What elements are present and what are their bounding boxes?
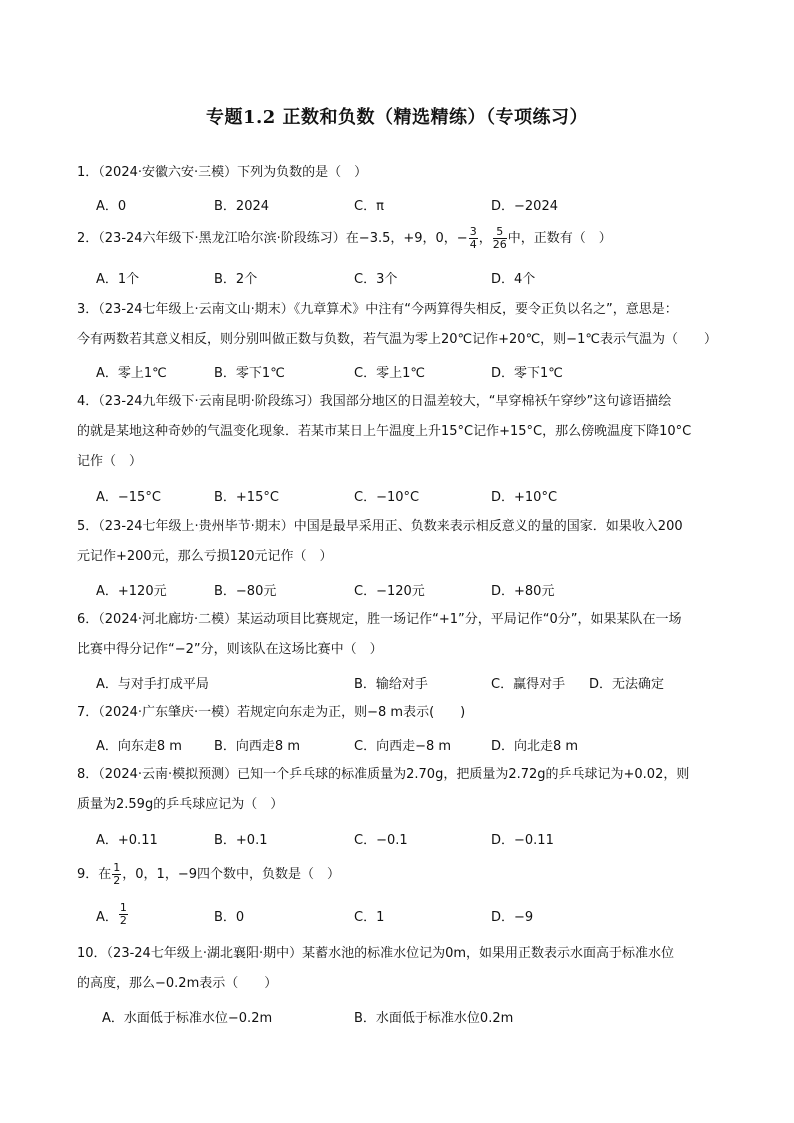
option-d: D．+10°C [491,490,558,505]
fraction [469,226,478,251]
question-10 [77,939,727,999]
fraction [112,862,121,887]
option-b: B．输给对手 [354,677,428,692]
option-d: D．向北走8 m [491,739,579,754]
question-stem: 1．（2024·安徽六安·三模）下列为负数的是（ ） [77,165,368,180]
option-c: C．−10°C [354,490,420,505]
option-b: B．2024 [214,199,270,214]
option-c: C．−0.1 [354,833,408,848]
question-1-options [96,195,716,219]
option-b: B．−80元 [214,584,277,599]
option-c: C．3个 [354,272,398,287]
question-stem-line: 3．（23-24七年级上·云南文山·期末）《九章算术》中注有“今两算得失相反，要令正负以名之”，意思是： [77,302,678,317]
question-stem-line: 元记作+200元，那么亏损120元记作（ ） [77,549,333,564]
question-1 [77,158,727,188]
option-d: D．−2024 [491,199,558,214]
numerator: 1 [113,861,121,874]
option-a: A．+0.11 [96,833,158,848]
option-d: D．无法确定 [589,677,665,692]
question-stem [77,861,340,887]
question-stem-line: 10．（23-24七年级上·湖北襄阳·期中）某蓄水池的标准水位记为0m，如果用正数表示水面高于标准水位 [77,946,675,961]
question-6-options [96,673,716,697]
question-3 [77,295,727,355]
option-a: A．−15°C [96,490,161,505]
option-d: D．+80元 [491,584,555,599]
question-stem-line: 质量为2.59g的乒乓球应记为（ ） [77,797,284,812]
numerator: 3 [469,225,477,238]
option-label: A． [96,910,118,925]
stem-text: 中，正数有（ ） [507,231,612,246]
question-stem-line: 记作（ ） [77,454,143,469]
stem-text: 9．在 [77,867,112,882]
question-7 [77,698,727,728]
question-stem-line: 的就是某地这种奇妙的气温变化现象．若某市某日上午温度上升15°C记作+15°C，那么傍晚温度下降10°C [77,424,692,439]
question-stem-line: 8．（2024·云南·模拟预测）已知一个乒乓球的标准质量为2.70g，把质量为2.72g的乒乓球记为+0.02，则 [77,767,690,782]
option-c: C．向西走−8 m [354,739,452,754]
question-5-options [96,580,716,604]
option-c: C．赢得对手 [491,677,566,692]
question-stem-line: 比赛中得分记作“−2”分，则该队在这场比赛中（ ） [77,642,383,657]
question-9-options [96,901,716,930]
option-b: B．+0.1 [214,833,268,848]
numerator: 1 [119,901,127,914]
option-a [96,901,129,927]
fraction [119,902,128,927]
option-a: A．零上1℃ [96,366,167,381]
option-b: B．零下1℃ [214,366,285,381]
question-6 [77,605,727,665]
question-stem-line: 5．（23-24七年级上·贵州毕节·期末）中国是最早采用正、负数来表示相反意义的量的国家．如果收入200 [77,519,683,534]
option-d: D．−9 [491,910,534,925]
denominator: 26 [492,238,507,251]
question-9 [77,860,727,890]
question-2 [77,224,727,254]
question-10-options [102,1007,722,1031]
option-b: B．+15°C [214,490,279,505]
question-stem [77,225,612,251]
stem-text: ，0，1，−9四个数中，负数是（ ） [122,867,340,882]
option-a: A．水面低于标准水位−0.2m [102,1011,273,1026]
option-c: C．−120元 [354,584,425,599]
option-d: D．4个 [491,272,536,287]
question-8 [77,760,727,820]
question-4 [77,387,727,477]
option-b: B．向西走8 m [214,739,300,754]
option-a: A．与对手打成平局 [96,677,209,692]
option-c: C．1 [354,910,385,925]
question-8-options [96,829,716,853]
question-stem: 7．（2024·广东肇庆·一模）若规定向东走为正，则−8 m表示( ) [77,705,466,720]
question-2-options [96,268,716,292]
question-5 [77,512,727,572]
option-d: D．零下1℃ [491,366,563,381]
denominator: 2 [113,874,121,887]
question-stem-line: 6．（2024·河北廊坊·二模）某运动项目比赛规定，胜一场记作“+1”分，平局记作“0分”，如果某队在一场 [77,612,682,627]
question-stem-line: 今有两数若其意义相反，则分别叫做正数与负数，若气温为零上20℃记作+20℃，则−1℃表示气温为（ ） [77,332,717,347]
question-7-options [96,735,716,759]
option-a: A．0 [96,199,127,214]
option-b: B．水面低于标准水位0.2m [354,1011,514,1026]
numerator: 5 [493,226,507,239]
option-a: A．+120元 [96,584,167,599]
denominator: 4 [469,238,477,251]
question-4-options [96,486,716,510]
option-c: C．π [354,199,384,214]
option-a: A．1个 [96,272,140,287]
page-title: 专题1.2 正数和负数（精选精练）（专项练习） [205,107,589,128]
question-stem-line: 4．（23-24九年级下·云南昆明·阶段练习）我国部分地区的日温差较大，“早穿棉袄午穿纱”这句谚语描绘 [77,394,672,409]
option-c: C．零上1℃ [354,366,425,381]
denominator: 2 [119,914,127,927]
option-b: B．0 [214,910,245,925]
question-3-options [96,362,716,386]
option-d: D．−0.11 [491,833,554,848]
stem-text: 2．（23-24六年级下·黑龙江哈尔滨·阶段练习）在−3.5，+9，0，− [77,231,468,246]
fraction [493,226,507,251]
option-b: B．2个 [214,272,258,287]
stem-text: ， [478,231,492,246]
option-a: A．向东走8 m [96,739,182,754]
question-stem-line: 的高度，那么−0.2m表示（ ） [77,976,278,991]
